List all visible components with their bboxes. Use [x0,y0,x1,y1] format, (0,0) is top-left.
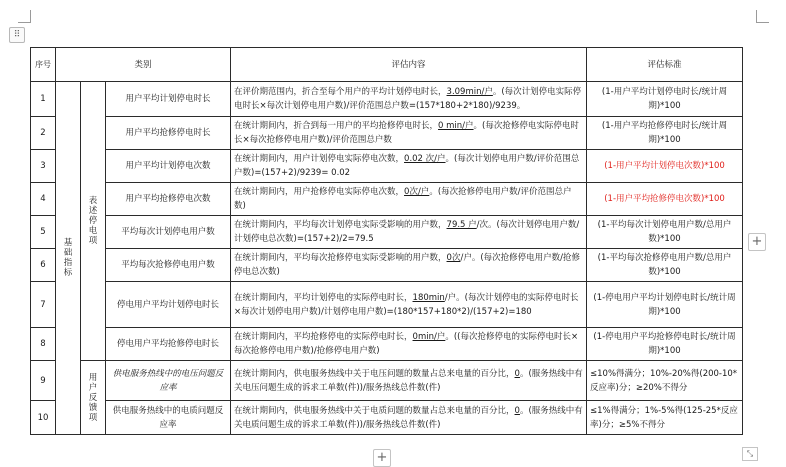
row-no: 8 [31,328,56,361]
row-content: 在统计期间内，平均计划停电的实际停电时长，180min/户。(每次计划停电的实际停电时长×每次计划停电用户数)/计划停电用户数)=(180*157+180*2)/(157+2)=180 [231,282,587,328]
header-criteria: 评估标准 [587,48,743,82]
table-row [31,150,743,183]
row-content: 在统计期间内，用户计划停电实际停电次数，0.02 次/户。(每次计划停电用户数/评价范围总户数)=(157+2)/9239= 0.02 [231,150,587,183]
row-no: 6 [31,249,56,282]
row-criteria: (1-平均每次计划停电用户数/总用户数)*100 [587,216,743,249]
add-column-button[interactable]: + [748,233,766,251]
row-content: 在统计期间内，用户抢修停电实际停电次数，0次/户。(每次抢修停电用户数/评价范围总户数) [231,183,587,216]
row-criteria: (1-平均每次抢修停电用户数/总用户数)*100 [587,249,743,282]
header-no: 序号 [31,48,56,82]
row-item: 供电服务热线中的电压问题反应率 [106,361,231,401]
row-content: 在统计期间内，折合到每一用户的平均抢修停电时长，0 min/户。(每次抢修停电实际停电时长×每次抢修停电用户数)/评价范围总户数 [231,117,587,150]
table-resize-icon[interactable]: ⤡ [742,447,758,461]
row-criteria-highlighted: (1-用户平均计划停电次数)*100 [587,150,743,183]
row-no: 10 [31,401,56,435]
row-content: 在统计期间内，平均每次抢修停电实际受影响的用户数，0次/户。(每次抢修停电用户数/抢修停电总次数) [231,249,587,282]
row-criteria: (1-停电用户平均抢修停电时长/统计周期)*100 [587,328,743,361]
row-item: 用户平均计划停电次数 [106,150,231,183]
group-main-label: 基础指标 [56,82,81,435]
group-sub-label-1: 表述停电项 [81,82,106,361]
row-content: 在统计期间内，供电服务热线中关于电压问题的数量占总来电量的百分比，0。(服务热线中有关电压问题生成的诉求工单数(件))/服务热线总件数(件) [231,361,587,401]
row-item: 用户平均抢修停电时长 [106,117,231,150]
row-item: 平均每次抢修停电用户数 [106,249,231,282]
row-item: 供电服务热线中的电质问题反应率 [106,401,231,435]
row-item: 用户平均计划停电时长 [106,82,231,117]
row-content: 在评价期范围内，折合至每个用户的平均计划停电时长，3.09min/户。(每次计划停电实际停电时长×每次计划停电用户数)/评价范围总户数=(157*180+2*180)/9239。 [231,82,587,117]
row-criteria: ≤1%得满分；1%-5%得(125-25*反应率)分；≥5%不得分 [587,401,743,435]
table-row [31,249,743,282]
row-content: 在统计期间内，平均每次计划停电实际受影响的用户数，79.5 户/次。(每次计划停电用户数/计划停电总次数)=(157+2)/2=79.5 [231,216,587,249]
row-no: 4 [31,183,56,216]
row-no: 7 [31,282,56,328]
table-row [31,82,743,117]
table-row [31,328,743,361]
row-item: 用户平均抢修停电次数 [106,183,231,216]
row-no: 5 [31,216,56,249]
header-category: 类别 [56,48,231,82]
table-move-handle-icon[interactable]: ⠿ [9,27,25,43]
row-content: 在统计期间内，平均抢修停电的实际停电时长，0min/户。((每次抢修停电的实际停电时长×每次抢修停电用户数)/抢修停电用户数) [231,328,587,361]
table-row [31,216,743,249]
table-row [31,282,743,328]
table-header-row [31,48,743,82]
table-row [31,117,743,150]
row-no: 9 [31,361,56,401]
row-no: 3 [31,150,56,183]
row-criteria: (1-用户平均抢修停电时长/统计周期)*100 [587,117,743,150]
evaluation-table [30,47,743,435]
row-no: 1 [31,82,56,117]
row-content: 在统计期间内，供电服务热线中关于电质问题的数量占总来电量的百分比，0。(服务热线中有关电质问题生成的诉求工单数(件))/服务热线总件数(件) [231,401,587,435]
row-criteria: (1-停电用户平均计划停电时长/统计周期)*100 [587,282,743,328]
header-content: 评估内容 [231,48,587,82]
row-item: 停电用户平均抢修停电时长 [106,328,231,361]
group-sub-label-2: 用户反馈项 [81,361,106,435]
row-criteria: (1-用户平均计划停电时长/统计周期)*100 [587,82,743,117]
row-item: 平均每次计划停电用户数 [106,216,231,249]
row-no: 2 [31,117,56,150]
table-row [31,361,743,401]
table-row [31,183,743,216]
add-row-button[interactable]: + [373,449,391,467]
row-item: 停电用户平均计划停电时长 [106,282,231,328]
crop-mark-top-right [756,10,769,23]
crop-mark-top-left [18,10,31,23]
table-row [31,401,743,435]
row-criteria: ≤10%得满分；10%-20%得(200-10*反应率)分；≥20%不得分 [587,361,743,401]
row-criteria-highlighted: (1-用户平均抢修停电次数)*100 [587,183,743,216]
